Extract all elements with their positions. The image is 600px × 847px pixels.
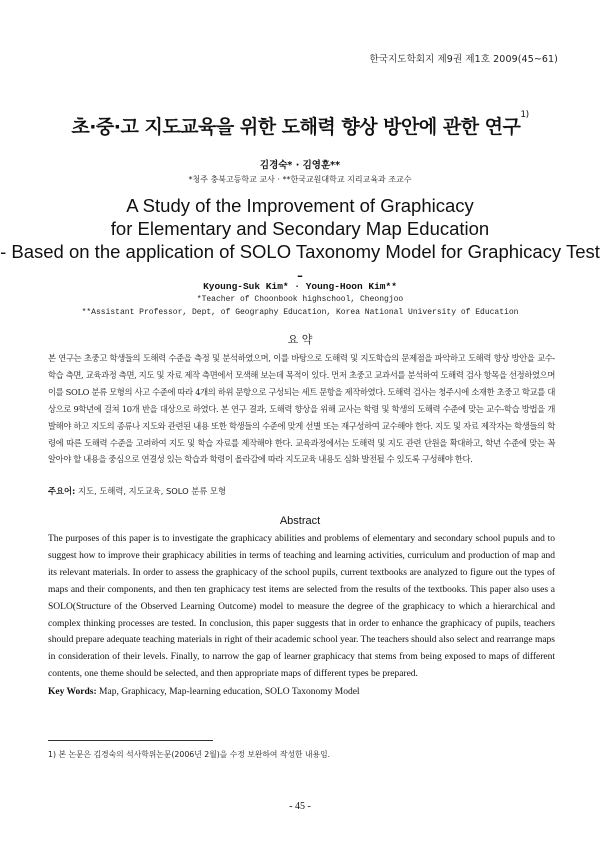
- korean-keywords-text: 지도, 도해력, 지도교육, SOLO 분류 모형: [75, 486, 226, 496]
- journal-header: 한국지도학회지 제9권 제1호 2009(45~61): [369, 54, 558, 65]
- english-title: [0, 194, 600, 286]
- english-affiliation-1: *Teacher of Choonbook highschool, Cheongjoo: [196, 295, 404, 304]
- english-title-line-1: A Study of the Improvement of Graphicacy: [126, 195, 474, 216]
- page-number: - 45 -: [289, 801, 311, 812]
- english-abstract-heading: Abstract: [279, 515, 321, 527]
- english-affiliation-2: **Assistant Professor, Dept, of Geography Education, Korea National University of Education: [81, 308, 519, 317]
- korean-affiliations: *청주 충북고등학교 교사 · **한국교원대학교 지리교육과 조교수: [188, 175, 412, 184]
- korean-abstract-heading: 요 약: [287, 333, 313, 346]
- korean-keywords-label: 주요어:: [48, 486, 76, 496]
- korean-title: [0, 112, 600, 139]
- english-title-subtitle: - Based on the application of SOLO Taxonomy Model for Graphicacy Test -: [0, 241, 600, 285]
- footnote-divider: [48, 740, 213, 741]
- english-authors: Kyoung-Suk Kim* · Young-Hoon Kim**: [203, 281, 397, 292]
- korean-keywords: [48, 485, 555, 497]
- korean-abstract-body: 본 연구는 초중고 학생들의 도해력 수준을 측정 및 분석하였으며, 이를 바탕으로 도해력 및 지도학습의 문제점을 파악하고 도해력 향상 방안을 교수-학습 측면, 교육과정 측면, 지도 및 자료 제작 측면에서 모색해 보는데 목적이 있다. 먼저 초중고 교과서를 분석하여 도해력 검사 항목을 선정하였으며 이를 SOLO 분류 모형의 사고 수준에 따라 4개의 하위 문항으로 구성되는 세트 문항을 제작하였다. 도해력 검사는 청주시에 소재한 초중고 학교를 대상으로 9학년에 걸쳐 10개 반을 대상으로 하였다. 본 연구 결과, 도해력 향상을 위해 교사는 학령 및 학생의 도해력 수준에 맞는 교수-학습 방법을 개발해야 하고 지도의 종류나 지도와 관련된 내용 또한 학생들의 수준에 맞게 선별 또는 재구성하여 교수해야 한다. 지도 및 자료 제작자는 학생들의 학령에 따른 도해력 수준을 고려하여 지도 및 학습 자료를 제작해야 한다. 교육과정에서는 도해력 및 지도 관련 단원을 확대하고, 학년 수준에 맞는 꼭 알아야 할 내용을 중심으로 연결성 있는 학습과 학령이 올라감에 따라 지도교육 내용도 심화 발전될 수 있도록 구성해야 한다.: [48, 353, 555, 465]
- title-footnote-marker: 1): [520, 110, 529, 120]
- korean-authors: 김경숙* · 김영훈**: [259, 160, 341, 171]
- korean-title-text: 초·중·고 지도교육을 위한 도해력 향상 방안에 관한 연구: [71, 116, 521, 138]
- english-keywords-label: Key Words:: [48, 687, 97, 697]
- footnote: 1) 본 논문은 김경숙의 석사학위논문(2006년 2월)을 수정 보완하여 작성한 내용임.: [48, 750, 331, 759]
- english-title-line-2: for Elementary and Secondary Map Education: [110, 218, 490, 239]
- english-keywords-text: Map, Graphicacy, Map-learning education, SOLO Taxonomy Model: [96, 687, 360, 697]
- english-abstract-body: The purposes of this paper is to investigate the graphicacy abilities and problems of elementary and secondary school pupuls and to suggest how to improve their graphicacy abilities in terms of teaching and learning activities, curriculum and production of map and its relevant materials. In order to assess the graphicacy of the school pupils, current textbooks are analyzed to figure out the types of maps and their components, and then ten graphicacy test items are selected from the results of the textbooks. This paper also uses a SOLO(Structure of the Observed Learning Outcome) model to measure the degree of the graphicacy to which a hierarchical and complex thinking processes are tested. In conclusion, this paper suggests that in order to enhance the graphicacy of pupils, teachers should prepare adequate teaching materials in right of their academic school year. The teachers should also select and rearrange maps in consideration of their levels. Finally, to narrow the gap of learner graphicacy that stems from being exposed to maps of different contents, one theme should be selected, and then appropriate maps of different types be prepared.: [48, 534, 555, 680]
- english-keywords: [48, 687, 555, 697]
